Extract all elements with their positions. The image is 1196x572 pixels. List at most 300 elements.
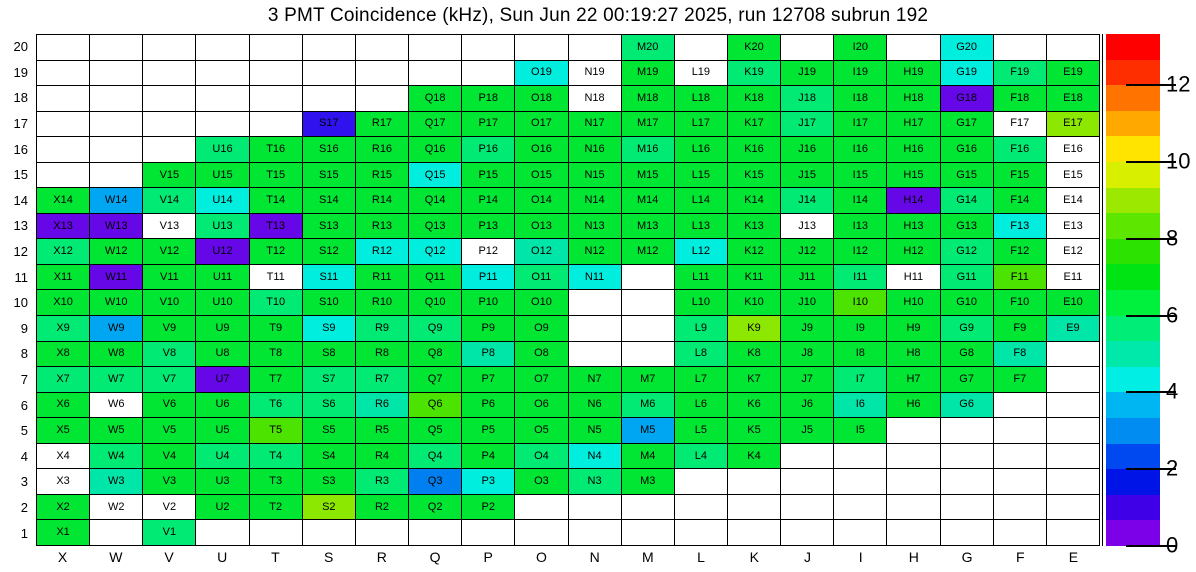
cell-label: U15 [212,168,233,181]
colorbar-band [1106,290,1160,316]
grid-cell [462,112,515,138]
grid-cell [1047,86,1100,112]
cell-label: H14 [903,194,924,207]
cell-label: S2 [322,500,336,513]
cell-label: L18 [691,91,711,104]
grid-cell [1047,61,1100,87]
grid-cell-empty [409,35,462,61]
cell-label: K20 [744,40,764,53]
cell-label: I11 [853,270,868,283]
cell-label: S10 [319,296,339,309]
grid-cell-empty [356,520,409,546]
grid-cell [834,290,887,316]
grid-cell-empty [409,520,462,546]
grid-cell [887,393,940,419]
grid-cell [462,137,515,163]
grid-cell [941,137,994,163]
colorbar-tick-label: 10 [1166,148,1191,174]
grid-cell-empty [834,495,887,521]
cell-label: M12 [637,245,659,258]
grid-cell [196,495,249,521]
grid-cell [196,214,249,240]
cell-label: K5 [747,424,761,437]
cell-label: U8 [215,347,230,360]
colorbar-tick-label: 12 [1166,71,1191,97]
grid-cell [37,290,90,316]
cell-label: W5 [107,424,125,437]
grid-cell [994,112,1047,138]
grid-cell [409,163,462,189]
grid-cell [515,290,568,316]
cell-label: K12 [744,245,764,258]
grid-cell [143,444,196,470]
grid-cell [887,163,940,189]
grid-cell-empty [90,35,143,61]
cell-label: P16 [478,142,499,155]
colorbar-band [1106,341,1160,367]
grid-cell [196,163,249,189]
grid-cell [515,316,568,342]
cell-label: X12 [53,245,73,258]
cell-label: J19 [798,66,817,79]
grid-cell-empty [250,61,303,87]
cell-label: I18 [852,91,868,104]
cell-label: Q16 [424,142,446,155]
cell-label: M6 [640,398,656,411]
grid-cell-empty [622,290,675,316]
grid-cell [834,137,887,163]
cell-label: H8 [906,347,921,360]
grid-cell [303,367,356,393]
grid-cell [356,316,409,342]
x-axis-label: J [803,549,811,565]
grid-cell [250,239,303,265]
grid-cell [569,418,622,444]
chart-title: 3 PMT Coincidence (kHz), Sun Jun 22 00:19:27 2025, run 12708 subrun 192 [267,5,929,26]
grid-cell [462,316,515,342]
x-axis [36,549,1100,569]
cell-label: P11 [478,270,498,283]
y-axis-label: 7 [20,372,28,388]
grid-cell [675,61,728,87]
cell-label: E11 [1063,270,1083,283]
grid-cell-empty [143,137,196,163]
cell-label: V7 [162,372,177,385]
cell-label: R3 [374,475,389,488]
grid-cell-empty [941,520,994,546]
grid-cell [409,316,462,342]
y-axis-label: 4 [20,448,28,464]
grid-cell [37,444,90,470]
cell-label: J13 [798,219,817,232]
grid-cell [728,265,781,291]
grid-cell [37,520,90,546]
grid-cell [569,367,622,393]
grid-cell [622,35,675,61]
grid-cell-empty [143,61,196,87]
grid-cell [675,418,728,444]
cell-label: R11 [372,270,392,283]
grid-cell-empty [462,61,515,87]
cell-label: U6 [215,398,230,411]
cell-label: E10 [1063,296,1083,309]
grid-cell [196,265,249,291]
grid-cell [409,495,462,521]
cell-label: E19 [1063,66,1083,79]
cell-label: L16 [691,142,711,155]
grid-cell [515,367,568,393]
cell-label: W14 [104,194,128,207]
grid-cell-empty [994,393,1047,419]
cell-label: Q2 [427,500,443,513]
cell-label: N6 [587,398,602,411]
y-axis [2,34,32,546]
x-axis-label: V [164,549,174,565]
cell-label: R14 [371,194,393,207]
cell-label: O16 [531,142,552,155]
grid-cell [143,214,196,240]
cell-label: Q5 [427,424,443,437]
cell-label: I5 [855,424,865,437]
grid-cell [941,163,994,189]
cell-label: S3 [322,475,336,488]
cell-label: E16 [1063,142,1083,155]
grid-cell [356,367,409,393]
grid-cell-empty [569,35,622,61]
cell-label: F16 [1010,142,1030,155]
grid-cell [409,112,462,138]
grid-cell [569,61,622,87]
grid-cell-empty [1047,520,1100,546]
grid-cell [941,214,994,240]
cell-label: K13 [744,219,764,232]
cell-label: E9 [1066,321,1080,334]
grid-cell-empty [781,469,834,495]
grid-cell [196,342,249,368]
grid-cell [143,342,196,368]
grid-cell [994,265,1047,291]
grid-cell [37,418,90,444]
grid-cell [834,367,887,393]
cell-label: R4 [374,449,389,462]
cell-label: G12 [956,245,978,258]
x-axis-label: S [323,549,334,565]
cell-label: L9 [694,321,707,334]
cell-label: H9 [906,321,921,334]
grid-cell [1047,239,1100,265]
x-axis-label: W [109,549,123,565]
cell-label: F18 [1010,91,1030,104]
cell-label: H6 [906,398,921,411]
cell-label: K16 [744,142,764,155]
cell-label: U11 [212,270,233,283]
grid-cell [250,444,303,470]
grid-cell [37,316,90,342]
cell-label: I19 [852,66,868,79]
cell-label: S6 [322,398,336,411]
grid-cell [728,137,781,163]
grid-cell [90,367,143,393]
cell-label: O6 [534,398,549,411]
cell-label: G15 [956,168,978,181]
grid-cell [303,265,356,291]
cell-label: K6 [747,398,761,411]
grid-cell [143,290,196,316]
cell-label: P7 [481,372,495,385]
cell-label: W13 [104,219,128,232]
cell-label: F11 [1010,270,1029,283]
grid-cell [462,393,515,419]
grid-cell [941,342,994,368]
grid-cell [356,163,409,189]
cell-label: P13 [478,219,499,232]
grid-cell [941,86,994,112]
grid-cell [569,163,622,189]
colorbar-tick-label: 6 [1166,302,1179,328]
grid-cell [834,86,887,112]
cell-label: K9 [747,321,761,334]
grid-cell-empty [887,418,940,444]
grid-cell-empty [622,520,675,546]
colorbar-band [1106,392,1160,418]
cell-label: P3 [481,475,495,488]
cell-label: O9 [534,321,549,334]
cell-label: K14 [744,194,764,207]
y-axis-label: 16 [13,141,28,157]
cell-label: V8 [162,347,177,360]
grid-cell [622,418,675,444]
cell-label: V2 [162,500,177,513]
grid-cell [90,342,143,368]
cell-label: X10 [53,296,73,309]
grid-cell [834,342,887,368]
cell-label: P8 [481,347,495,360]
grid-cell [1047,316,1100,342]
grid-cell [1047,137,1100,163]
cell-label: F14 [1010,194,1030,207]
cell-label: E18 [1063,91,1083,104]
cell-label: T10 [266,296,286,309]
grid-cell [781,290,834,316]
cell-label: P2 [481,500,495,513]
cell-label: P5 [481,424,495,437]
grid-cell [37,265,90,291]
grid-cell [356,469,409,495]
grid-cell [1047,163,1100,189]
grid-cell [622,112,675,138]
grid-cell-empty [994,35,1047,61]
grid-cell [622,137,675,163]
grid-cell [356,137,409,163]
colorbar-band [1106,60,1160,86]
cell-label: S11 [319,270,339,283]
grid-cell-empty [941,418,994,444]
grid-cell [143,265,196,291]
cell-label: J5 [801,424,813,437]
cell-label: U5 [215,424,230,437]
cell-label: Q12 [424,245,446,258]
grid-cell [356,239,409,265]
cell-label: X8 [56,347,70,360]
grid-cell [196,444,249,470]
grid-cell [250,188,303,214]
grid-cell-empty [728,469,781,495]
cell-label: F17 [1010,117,1030,130]
grid-cell [781,393,834,419]
grid-cell [462,86,515,112]
cell-label: L14 [691,194,711,207]
grid-cell [675,342,728,368]
cell-label: X3 [56,475,70,488]
grid-cell [728,342,781,368]
grid-cell [250,418,303,444]
grid-cell [781,86,834,112]
cell-label: X6 [56,398,70,411]
grid-cell [887,239,940,265]
colorbar-band [1106,136,1160,162]
cell-label: X7 [56,372,70,385]
grid-cell [887,265,940,291]
grid-cell [356,290,409,316]
grid-cell [143,163,196,189]
cell-label: O12 [531,245,552,258]
cell-label: M19 [637,66,659,79]
grid-cell-empty [196,112,249,138]
grid-cell [515,393,568,419]
grid-cell [90,265,143,291]
y-axis-label: 14 [13,192,28,208]
cell-label: V1 [162,526,177,539]
grid-cell-empty [834,444,887,470]
cell-label: X5 [56,424,70,437]
grid-cell [303,469,356,495]
cell-label: J10 [798,296,817,309]
grid-cell-empty [834,469,887,495]
grid-cell-empty [622,265,675,291]
x-axis-label: F [1015,549,1025,565]
cell-label: M4 [640,449,656,462]
cell-label: W3 [107,475,125,488]
colorbar-band [1106,162,1160,188]
grid-cell [196,290,249,316]
cell-label: V4 [162,449,177,462]
grid-cell [1047,214,1100,240]
grid-cell [515,469,568,495]
grid-cell [887,61,940,87]
grid-cell [675,239,728,265]
grid-cell-empty [196,86,249,112]
y-axis-label: 5 [20,423,28,439]
grid-cell [250,265,303,291]
cell-label: F9 [1013,321,1027,334]
grid-cell-empty [994,495,1047,521]
grid-cell [90,418,143,444]
grid-cell [569,444,622,470]
cell-label: O13 [531,219,552,232]
grid-cell [675,163,728,189]
cell-label: F10 [1010,296,1030,309]
cell-label: N3 [587,475,602,488]
grid-cell [569,112,622,138]
grid-cell [90,469,143,495]
grid-cell [994,316,1047,342]
grid-cell [994,86,1047,112]
cell-label: X9 [56,321,70,334]
grid-cell [622,239,675,265]
x-axis-label: H [908,549,919,565]
colorbar-band [1106,469,1160,495]
grid-cell-empty [569,290,622,316]
cell-label: X2 [56,500,70,513]
cell-label: T5 [269,424,283,437]
cell-label: N5 [587,424,602,437]
cell-label: F19 [1010,66,1030,79]
cell-label: K15 [744,168,764,181]
grid-cell-empty [887,35,940,61]
grid-cell-empty [90,86,143,112]
cell-label: P6 [481,398,495,411]
grid-cell [994,290,1047,316]
grid-cell [515,61,568,87]
grid-cell [515,239,568,265]
cell-label: M18 [637,91,659,104]
grid-cell [409,393,462,419]
cell-label: W6 [107,398,125,411]
cell-label: I17 [852,117,868,130]
x-axis-label: X [57,549,68,565]
grid-cell [781,342,834,368]
grid-cell [834,214,887,240]
cell-label: W2 [107,500,125,513]
grid-cell-empty [37,61,90,87]
grid-cell [941,367,994,393]
cell-label: R7 [374,372,389,385]
grid-cell [728,163,781,189]
grid-cell [941,316,994,342]
grid-cell [781,163,834,189]
grid-cell [250,393,303,419]
grid-cell [409,239,462,265]
grid-cell [356,265,409,291]
grid-cell [887,86,940,112]
grid-cell [515,214,568,240]
cell-label: Q17 [424,117,446,130]
grid-cell [303,418,356,444]
y-axis-label: 6 [20,397,28,413]
grid-cell-empty [728,520,781,546]
grid-cell [622,86,675,112]
cell-label: H11 [903,270,924,283]
y-axis-label: 10 [13,295,28,311]
colorbar-band [1106,444,1160,470]
grid-cell-empty [728,495,781,521]
cell-label: G16 [956,142,978,155]
grid-cell-empty [90,112,143,138]
grid-cell-empty [303,520,356,546]
colorbar-tick-label: 4 [1166,378,1179,404]
grid-cell [622,61,675,87]
cell-label: V13 [159,219,180,232]
grid-cell [515,86,568,112]
y-axis-label: 13 [13,218,28,234]
x-axis-label: G [961,549,973,565]
cell-label: G11 [956,270,977,283]
grid-cell [941,290,994,316]
grid-cell [994,163,1047,189]
cell-label: I7 [855,372,865,385]
grid-cell [462,265,515,291]
cell-label: I16 [852,142,868,155]
